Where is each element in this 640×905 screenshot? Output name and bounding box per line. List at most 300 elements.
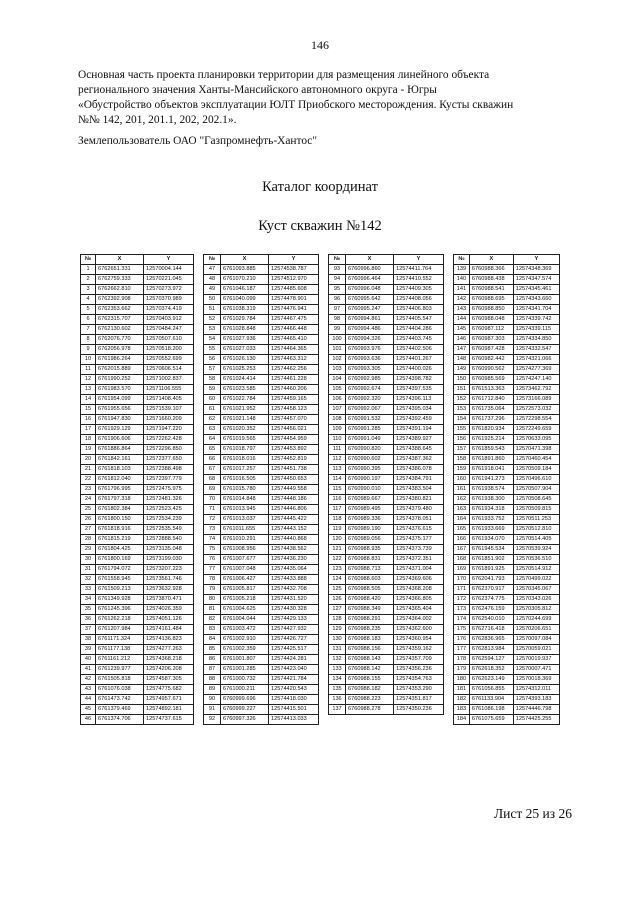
x-coordinate: 6761020.352 [221,425,269,435]
column-header-y: Y [144,255,194,265]
x-coordinate: 6761046.187 [221,285,269,295]
point-number: 84 [204,635,221,645]
x-coordinate: 6761859.543 [469,445,513,455]
y-coordinate: 12572888.540 [144,535,194,545]
point-number: 30 [81,555,96,565]
point-number: 169 [454,565,470,575]
point-number: 111 [329,445,346,455]
y-coordinate: 12574277.263 [144,645,194,655]
table-row [454,695,560,705]
x-coordinate: 6761028.848 [221,325,269,335]
x-coordinate: 6761941.273 [469,475,513,485]
point-number: 129 [329,625,346,635]
table-row [454,505,560,515]
x-coordinate: 6761014.848 [221,495,269,505]
y-coordinate: 12570633.095 [513,435,559,445]
x-coordinate: 6760993.305 [346,365,394,375]
table-row [204,685,319,695]
x-coordinate: 6760997.326 [221,715,269,725]
point-number: 24 [81,495,96,505]
y-coordinate: 12574413.033 [269,715,319,725]
x-coordinate: 6760988.223 [346,695,394,705]
x-coordinate: 6761802.384 [96,505,144,515]
point-number: 33 [81,585,96,595]
y-coordinate: 12574321.066 [513,355,559,365]
x-coordinate: 6761262.218 [96,615,144,625]
table-row [454,295,560,305]
y-coordinate: 12570496.610 [513,475,559,485]
point-number: 149 [454,365,470,375]
x-coordinate: 6761029.784 [221,315,269,325]
table-row [81,465,194,475]
table-row [454,275,560,285]
table-row [329,665,444,675]
x-coordinate: 6762076.770 [96,335,144,345]
point-number: 14 [81,395,96,405]
y-coordinate: 12571660.209 [144,415,194,425]
x-coordinate: 6761040.099 [221,295,269,305]
y-coordinate: 12574426.727 [269,635,319,645]
table-row [454,325,560,335]
x-coordinate: 6762662.810 [96,285,144,295]
x-coordinate: 6761509.213 [96,585,144,595]
x-coordinate: 6761026.130 [221,355,269,365]
y-coordinate: 12574461.228 [269,375,319,385]
x-coordinate: 6760988.143 [346,655,394,665]
table-row [329,595,444,605]
x-coordinate: 6762370.917 [469,585,513,595]
point-number: 20 [81,455,96,465]
table-row [81,565,194,575]
y-coordinate: 12574465.410 [269,335,319,345]
x-coordinate: 6761505.818 [96,675,144,685]
point-number: 22 [81,475,96,485]
x-coordinate: 6760991.285 [346,425,394,435]
point-number: 10 [81,355,96,365]
table-row [81,585,194,595]
point-number: 139 [454,265,470,275]
table-row [204,485,319,495]
table-row [454,375,560,385]
y-coordinate: 12571002.837 [144,375,194,385]
table-row [81,475,194,485]
table-row [204,535,319,545]
x-coordinate: 6762813.984 [469,645,513,655]
point-number: 97 [329,305,346,315]
x-coordinate: 6761929.129 [96,425,144,435]
table-row [81,405,194,415]
coordinate-table [80,254,194,725]
y-coordinate: 12574476.941 [269,305,319,315]
x-coordinate: 6761947.830 [96,415,144,425]
point-number: 99 [329,325,346,335]
x-coordinate: 6761712.840 [469,395,513,405]
table-row [204,335,319,345]
x-coordinate: 6760996.048 [346,285,394,295]
point-number: 150 [454,375,470,385]
x-coordinate: 6761954.099 [96,395,144,405]
point-number: 15 [81,405,96,415]
x-coordinate: 6760996.860 [346,265,394,275]
table-row [204,585,319,595]
y-coordinate: 12574339.115 [513,325,559,335]
table-row [454,405,560,415]
table-row [81,285,194,295]
table-row [454,305,560,315]
column-header-n: № [329,255,346,265]
table-row [329,425,444,435]
x-coordinate: 6760988.183 [346,635,394,645]
y-coordinate: 12574362.600 [394,625,444,635]
point-number: 58 [204,375,221,385]
y-coordinate: 12574448.186 [269,495,319,505]
table-row [81,535,194,545]
point-number: 26 [81,515,96,525]
y-coordinate: 12574458.123 [269,405,319,415]
y-coordinate: 12574467.475 [269,315,319,325]
y-coordinate: 12574395.034 [394,405,444,415]
y-coordinate: 12574401.267 [394,355,444,365]
y-coordinate: 12574432.708 [269,585,319,595]
x-coordinate: 6760989.495 [346,505,394,515]
table-row [204,355,319,365]
point-number: 152 [454,395,470,405]
y-coordinate: 12570606.514 [144,365,194,375]
point-number: 159 [454,465,470,475]
x-coordinate: 6761800.150 [96,515,144,525]
table-row [454,585,560,595]
point-number: 50 [204,295,221,305]
x-coordinate: 6760990.010 [346,485,394,495]
point-number: 178 [454,655,470,665]
table-row [454,355,560,365]
y-coordinate: 12574161.484 [144,625,194,635]
point-number: 92 [204,715,221,725]
y-coordinate: 12574737.615 [144,715,194,725]
y-coordinate: 12574436.230 [269,555,319,565]
x-coordinate: 6761007.677 [221,555,269,565]
point-number: 41 [81,665,96,675]
table-row [329,495,444,505]
point-number: 156 [454,435,470,445]
x-coordinate: 6761011.655 [221,525,269,535]
x-coordinate: 6761800.169 [96,555,144,565]
y-coordinate: 12574454.959 [269,435,319,445]
y-coordinate: 12574450.653 [269,475,319,485]
y-coordinate: 12574459.165 [269,395,319,405]
point-number: 13 [81,385,96,395]
y-coordinate: 12570019.937 [513,655,559,665]
x-coordinate: 6760996.464 [346,275,394,285]
project-description [78,68,548,149]
point-number: 104 [329,375,346,385]
point-number: 38 [81,635,96,645]
table-row [454,265,560,275]
table-row [329,265,444,275]
coordinate-table [453,254,560,725]
y-coordinate: 12574405.547 [394,315,444,325]
table-row [204,675,319,685]
point-number: 93 [329,265,346,275]
table-row [454,345,560,355]
table-row [204,505,319,515]
point-number: 146 [454,335,470,345]
point-number: 32 [81,575,96,585]
table-row [81,495,194,505]
x-coordinate: 6761938.300 [469,495,513,505]
y-coordinate: 12574375.177 [394,535,444,545]
table-row [454,515,560,525]
x-coordinate: 6760988.048 [469,315,513,325]
table-row [204,545,319,555]
y-coordinate: 12572377.650 [144,455,194,465]
point-number: 52 [204,315,221,325]
y-coordinate: 12574462.256 [269,365,319,375]
table-row [204,645,319,655]
point-number: 153 [454,405,470,415]
x-coordinate: 6761001.285 [221,665,269,675]
table-row [204,555,319,565]
y-coordinate: 12570460.454 [513,455,559,465]
point-number: 181 [454,685,470,695]
table-row [329,345,444,355]
x-coordinate: 6761000.211 [221,685,269,695]
x-coordinate: 6762374.775 [469,595,513,605]
point-number: 137 [329,705,346,715]
table-row [454,565,560,575]
y-coordinate: 12571106.555 [144,385,194,395]
y-coordinate: 12574418.030 [269,695,319,705]
table-row [454,425,560,435]
x-coordinate: 6760989.190 [346,525,394,535]
y-coordinate: 12574357.709 [394,655,444,665]
y-coordinate: 12574247.140 [513,375,559,385]
point-number: 40 [81,655,96,665]
y-coordinate: 12574404.286 [394,325,444,335]
y-coordinate: 12574371.004 [394,565,444,575]
land-user: Землепользователь ОАО "Газпромнефть-Хантос" [78,135,318,147]
x-coordinate: 6760987.303 [469,335,513,345]
table-row [81,315,194,325]
y-coordinate: 12574387.362 [394,455,444,465]
x-coordinate: 6761818.103 [96,465,144,475]
y-coordinate: 12574425.517 [269,645,319,655]
point-number: 12 [81,375,96,385]
y-coordinate: 12574389.927 [394,435,444,445]
x-coordinate: 6761842.161 [96,455,144,465]
table-row [454,315,560,325]
point-number: 73 [204,525,221,535]
x-coordinate: 6760993.636 [346,355,394,365]
x-coordinate: 6761004.625 [221,605,269,615]
table-row [204,275,319,285]
y-coordinate: 12574347.574 [513,275,559,285]
x-coordinate: 6762476.159 [469,605,513,615]
x-coordinate: 6761735.064 [469,405,513,415]
point-number: 102 [329,355,346,365]
table-row [204,395,319,405]
point-number: 23 [81,485,96,495]
table-row [454,535,560,545]
x-coordinate: 6761004.044 [221,615,269,625]
y-coordinate: 12574892.181 [144,705,194,715]
point-number: 6 [81,315,96,325]
y-coordinate: 12573462.792 [513,385,559,395]
table-row [81,645,194,655]
y-coordinate: 12574452.819 [269,455,319,465]
table-row [454,495,560,505]
y-coordinate: 12574373.739 [394,545,444,555]
y-coordinate: 12574396.113 [394,395,444,405]
point-number: 61 [204,405,221,415]
intro-line: регионального значения Ханты-Мансийского автономного округа - Югры [78,84,437,96]
table-row [81,425,194,435]
point-number: 60 [204,395,221,405]
table-row [454,645,560,655]
y-coordinate: 12572523.425 [144,505,194,515]
point-number: 74 [204,535,221,545]
point-number: 28 [81,535,96,545]
y-coordinate: 12574312.011 [513,685,559,695]
y-coordinate: 12572388.498 [144,465,194,475]
table-row [329,305,444,315]
x-coordinate: 6760993.976 [346,345,394,355]
x-coordinate: 6761010.291 [221,535,269,545]
point-number: 44 [81,695,96,705]
y-coordinate: 12570552.699 [144,355,194,365]
point-number: 175 [454,625,470,635]
table-row [204,385,319,395]
point-number: 45 [81,705,96,715]
x-coordinate: 6761886.864 [96,445,144,455]
table-row [81,675,194,685]
y-coordinate: 12570514.405 [513,535,559,545]
point-number: 143 [454,305,470,315]
table-row [329,535,444,545]
y-coordinate: 12570539.924 [513,545,559,555]
y-coordinate: 12574393.183 [513,695,559,705]
y-coordinate: 12574379.480 [394,505,444,515]
table-row [81,595,194,605]
x-coordinate: 6761804.425 [96,545,144,555]
table-row [329,325,444,335]
point-number: 165 [454,525,470,535]
table-row [454,605,560,615]
x-coordinate: 6761086.198 [469,705,513,715]
point-number: 85 [204,645,221,655]
point-number: 53 [204,325,221,335]
point-number: 119 [329,525,346,535]
x-coordinate: 6761000.732 [221,675,269,685]
y-coordinate: 12574463.312 [269,355,319,365]
x-coordinate: 6761093.885 [221,265,269,275]
table-row [81,265,194,275]
column-header-n: № [454,255,470,265]
x-coordinate: 6761938.574 [469,485,513,495]
y-coordinate: 12574957.671 [144,695,194,705]
x-coordinate: 6761023.585 [221,385,269,395]
x-coordinate: 6762623.149 [469,675,513,685]
y-coordinate: 12570097.084 [513,635,559,645]
y-coordinate: 12574136.823 [144,635,194,645]
point-number: 95 [329,285,346,295]
x-coordinate: 6762836.965 [469,635,513,645]
point-number: 68 [204,475,221,485]
y-coordinate: 12571947.220 [144,425,194,435]
table-row [204,575,319,585]
point-number: 184 [454,715,470,725]
x-coordinate: 6760999.227 [221,705,269,715]
x-coordinate: 6761075.659 [469,715,513,725]
table-row [204,295,319,305]
table-row [204,315,319,325]
point-number: 158 [454,455,470,465]
point-number: 125 [329,585,346,595]
table-row [329,655,444,665]
y-coordinate: 12570018.369 [513,675,559,685]
y-coordinate: 12574430.328 [269,605,319,615]
y-coordinate: 12574423.040 [269,665,319,675]
table-row [204,265,319,275]
table-row [329,515,444,525]
table-row [204,625,319,635]
x-coordinate: 6761918.041 [469,465,513,475]
point-number: 55 [204,345,221,355]
point-number: 130 [329,635,346,645]
y-coordinate: 12574424.281 [269,655,319,665]
x-coordinate: 6760992.067 [346,405,394,415]
y-coordinate: 12574350.236 [394,705,444,715]
x-coordinate: 6760988.278 [346,705,394,715]
point-number: 101 [329,345,346,355]
x-coordinate: 6762716.418 [469,625,513,635]
table-row [329,675,444,685]
point-number: 155 [454,425,470,435]
x-coordinate: 6760988.142 [346,665,394,675]
point-number: 96 [329,295,346,305]
table-row [81,415,194,425]
point-number: 171 [454,585,470,595]
y-coordinate: 12574587.305 [144,675,194,685]
y-coordinate: 12574408.056 [394,295,444,305]
y-coordinate: 12574466.448 [269,325,319,335]
point-number: 167 [454,545,470,555]
x-coordinate: 6760990.602 [346,455,394,465]
point-number: 108 [329,415,346,425]
x-coordinate: 6760992.320 [346,395,394,405]
x-coordinate: 6761955.656 [96,405,144,415]
y-coordinate: 12570403.912 [144,315,194,325]
point-number: 82 [204,615,221,625]
table-row [454,415,560,425]
x-coordinate: 6760990.820 [346,445,394,455]
x-coordinate: 6760988.291 [346,615,394,625]
x-coordinate: 6762015.889 [96,365,144,375]
x-coordinate: 6761933.669 [469,525,513,535]
point-number: 75 [204,545,221,555]
x-coordinate: 6762353.662 [96,305,144,315]
point-number: 78 [204,575,221,585]
point-number: 174 [454,615,470,625]
column-header-x: X [96,255,144,265]
point-number: 141 [454,285,470,295]
x-coordinate: 6761016.505 [221,475,269,485]
x-coordinate: 6760988.235 [346,625,394,635]
table-row [204,715,319,725]
point-number: 157 [454,445,470,455]
point-number: 64 [204,435,221,445]
y-coordinate: 12574512.970 [269,275,319,285]
